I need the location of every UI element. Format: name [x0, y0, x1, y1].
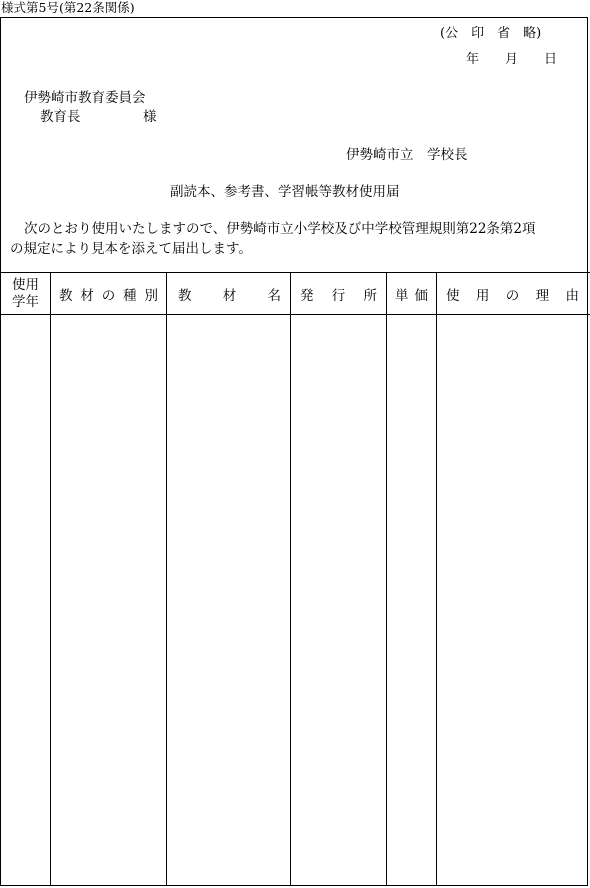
header-char: 材 — [80, 287, 94, 304]
column-divider — [436, 272, 437, 886]
column-divider — [386, 272, 387, 886]
header-char: 価 — [414, 287, 428, 304]
header-char: 理 — [535, 287, 550, 304]
header-char: 種 — [123, 287, 137, 304]
header-char: 教 — [59, 287, 73, 304]
column-divider — [50, 272, 51, 886]
header-char: 教 — [178, 287, 192, 304]
header-unit-price — [387, 273, 436, 314]
header-char: 所 — [363, 287, 377, 304]
header-char: 単 — [395, 287, 409, 304]
header-char: の — [101, 287, 116, 304]
addressee-name: 伊勢崎市教育委員会 — [24, 90, 146, 106]
body-text-line-1: 次のとおり使用いたしますので、伊勢崎市立小学校及び中学校管理規則第22条第2項 — [24, 221, 536, 237]
body-text-line-2: の規定により見本を添えて届出します。 — [10, 241, 252, 257]
form-number: 様式第5号(第22条関係) — [1, 0, 135, 15]
header-char: 名 — [267, 287, 281, 304]
header-char: 別 — [144, 287, 158, 304]
header-material-type — [51, 273, 166, 314]
addressee-honorific: 様 — [143, 109, 157, 125]
header-char: の — [505, 287, 520, 304]
column-divider — [290, 272, 291, 886]
table-header-divider — [0, 314, 590, 315]
form-title: 副読本、参考書、学習帳等教材使用届 — [170, 184, 400, 200]
header-publisher — [291, 273, 386, 314]
form-frame — [0, 17, 588, 886]
header-char: 用 — [475, 287, 490, 304]
date-line: 年 月 日 — [466, 52, 558, 67]
header-grade-line: 学年 — [12, 293, 39, 310]
header-char: 材 — [222, 287, 237, 304]
header-char: 行 — [331, 287, 346, 304]
header-grade — [1, 273, 50, 314]
header-reason — [437, 273, 587, 314]
header-material-name — [167, 273, 290, 314]
header-char: 発 — [300, 287, 314, 304]
sender-line: 伊勢崎市立 学校長 — [346, 147, 468, 163]
header-char: 使 — [446, 287, 460, 304]
header-grade-line: 使用 — [12, 277, 39, 294]
seal-note: (公 印 省 略) — [440, 26, 542, 41]
addressee-title: 教育長 — [40, 109, 81, 125]
header-char: 由 — [565, 287, 579, 304]
column-divider — [166, 272, 167, 886]
